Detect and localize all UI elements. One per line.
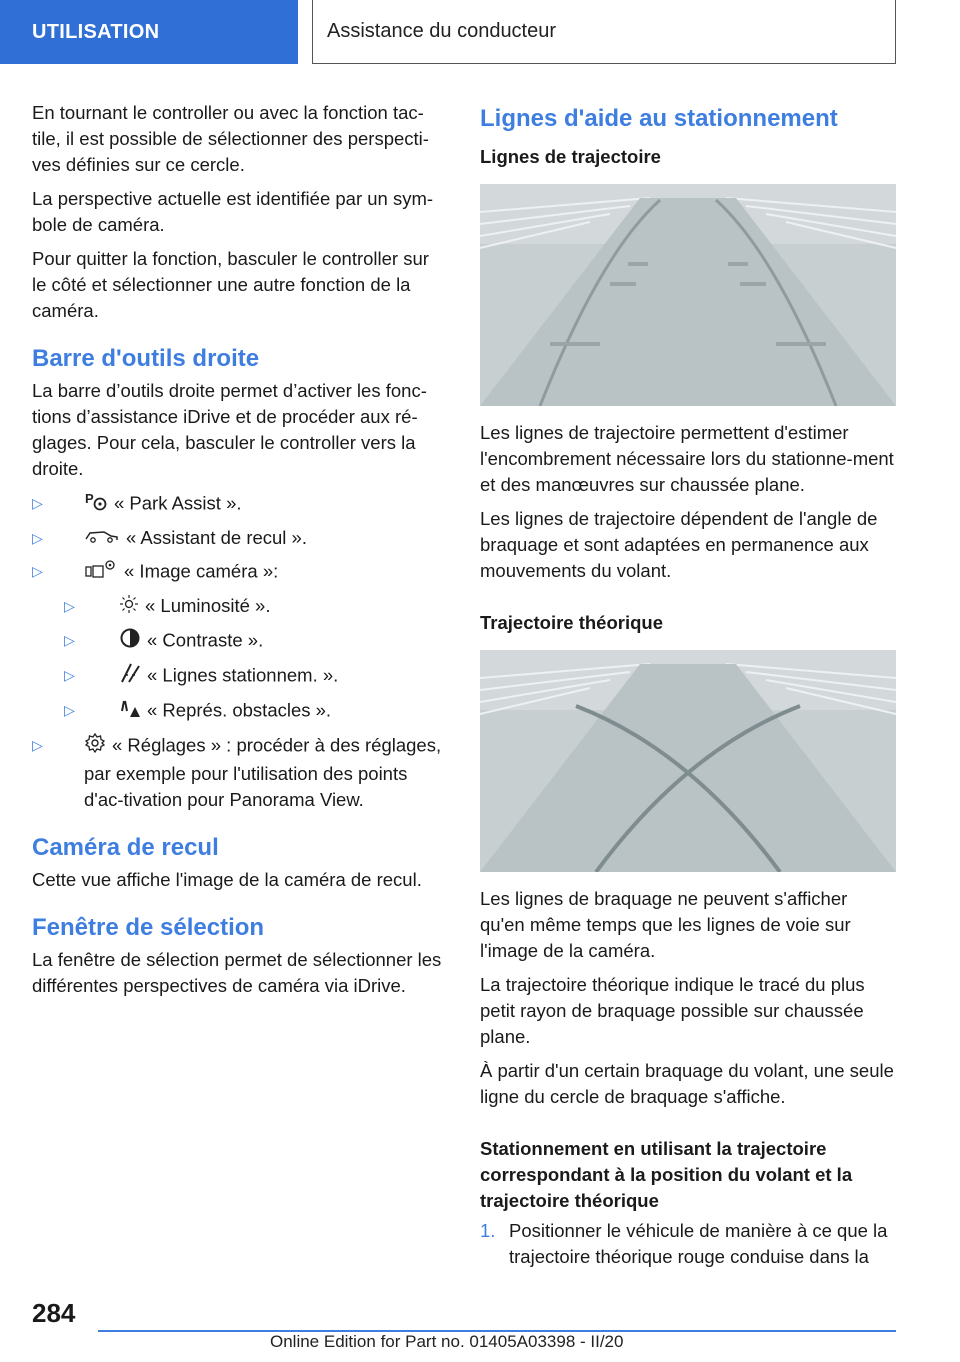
list-item-label: « Réglages » : procéder à des réglages, par exemple pour l'utilisation des points d'ac-tivation pour Panorama View. [84,734,442,810]
subheading-trajectory-lines: Lignes de trajectoire [480,146,661,167]
list-item-label: « Assistant de recul ». [126,527,307,548]
right-column [480,100,896,1270]
step-number: 1. [480,1220,496,1241]
paragraph: Les lignes de braquage ne peuvent s'afficher qu'en même temps que les lignes de voie sur l'image de la caméra. [480,888,851,961]
list-item-label: « Contraste ». [147,629,264,651]
list-item-parking-lines [32,662,448,691]
paragraph: Les lignes de trajectoire dépendent de l'angle de braquage et sont adaptées en permanence aux mouvements du volant. [480,508,878,581]
list-item-reverse-assist [32,525,448,552]
triangle-right-icon: ▷ [64,666,75,683]
parking-lines-icon [119,662,141,691]
gear-icon [84,732,106,761]
page-number: 284 [32,1298,76,1328]
left-column [32,100,448,1007]
list-item-label: « Park Assist ». [114,492,242,514]
chapter-title: Assistance du conducteur [327,20,557,42]
paragraph: Pour quitter la fonction, basculer le controller sur le côté et sélectionner une autre fonction de la caméra. [32,248,429,321]
list-item-camera-image [32,558,448,587]
list-item-label: « Luminosité ». [145,595,271,617]
triangle-right-icon: ▷ [32,563,43,580]
footer-edition: Online Edition for Part no. 01405A03398 - II/20 [270,1332,624,1351]
section-header [0,0,298,64]
list-item-settings [32,732,448,813]
paragraph: À partir d'un certain braquage du volant, une seule ligne du cercle de braquage s'affiche. [480,1060,894,1107]
subheading-parking-procedure: Stationnement en utilisant la trajectoire correspondant à la position du volant et la trajectoire théorique [480,1138,853,1211]
paragraph: La fenêtre de sélection permet de sélectionner les différentes perspectives de caméra via iDrive. [32,948,442,996]
triangle-right-icon: ▷ [64,598,75,615]
list-item-label: « Lignes stationnem. ». [147,664,339,686]
paragraph: La barre d’outils droite permet d’activer les fonc-tions d’assistance iDrive et de procéder aux ré-glages. Pour cela, basculer le controller vers la droite. [32,380,427,479]
sun-icon [119,594,139,621]
reverse-assist-car-icon [84,526,120,552]
triangle-right-icon: ▷ [64,631,75,648]
list-item-label: « Représ. obstacles ». [147,699,332,721]
paragraph: La perspective actuelle est identifiée par un sym-bole de caméra. [32,188,434,235]
subheading-theoretical-trajectory: Trajectoire théorique [480,612,663,633]
paragraph: Les lignes de trajectoire permettent d'estimer l'encombrement nécessaire lors du stationne-ment et des manœuvres sur chaussée plane. [480,422,894,495]
triangle-right-icon: ▷ [64,701,75,718]
list-item-contrast [32,627,448,656]
heading-rear-camera: Caméra de recul [32,833,219,861]
contrast-icon [119,627,141,656]
heading-parking-lines: Lignes d'aide au stationnement [480,105,838,132]
step-text: Positionner le véhicule de manière à ce que la trajectoire théorique rouge conduise dans la [509,1220,888,1267]
list-item-obstacles [32,697,448,726]
triangle-right-icon: ▷ [32,495,43,511]
camera-image-icon [84,558,118,587]
park-assist-icon [84,490,108,519]
paragraph: Cette vue affiche l'image de la caméra de recul. [32,868,422,890]
list-item-label: « Image caméra »: [124,560,279,582]
paragraph: La trajectoire théorique indique le tracé du plus petit rayon de braquage possible sur chaussée plane. [480,974,865,1047]
obstacle-marking-icon [119,697,141,726]
theoretical-trajectory-figure [480,650,896,872]
triangle-right-icon: ▷ [32,736,43,753]
paragraph: En tournant le controller ou avec la fonction tac-tile, il est possible de sélectionner des perspecti-ves définies sur ce cercle. [32,102,429,175]
toolbar-function-list [32,490,448,813]
parking-steps-list [480,1218,896,1270]
heading-toolbar-right: Barre d'outils droite [32,345,260,372]
triangle-right-icon: ▷ [32,530,43,546]
list-item-step [480,1218,896,1270]
chapter-header [312,0,896,64]
heading-selection-window: Fenêtre de sélection [32,913,265,941]
list-item-park-assist [32,490,448,519]
svg-text:P: P [85,491,94,506]
section-title: UTILISATION [32,20,160,43]
trajectory-lines-figure [480,184,896,406]
list-item-brightness [32,593,448,621]
